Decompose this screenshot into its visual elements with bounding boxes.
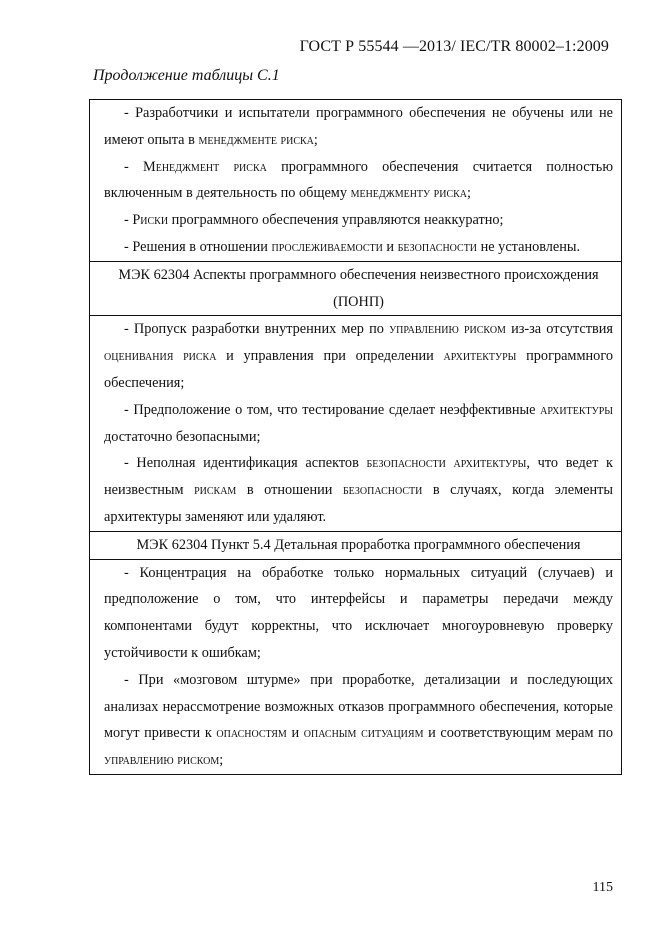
block3-item2: - При «мозговом штурме» при проработке, детализации и последующих анализах нерассмотрение возможных отказов программного обеспечения, которые могут привести к опасностям и опасным ситуациям и соответствующим мерам по управлению риском; xyxy=(104,671,613,769)
block2-item2: - Предположение о том, что тестирование сделает неэффективные архитектуры достаточно безопасными; xyxy=(104,401,613,445)
table-cell-block1 xyxy=(90,100,622,262)
block2-item1: - Пропуск разработки внутренних мер по управлению риском из-за отсутствия оценивания риска и управления при определении архитектуры программного обеспечения; xyxy=(104,321,613,391)
table-row xyxy=(90,316,622,531)
block2-item3: - Неполная идентификация аспектов безопасности архитектуры, что ведет к неизвестным рискам в отношении безопасности в случаях, когда элементы архитектуры заменяют или удаляют. xyxy=(104,455,613,525)
table-continuation-caption: Продолжение таблицы С.1 xyxy=(93,67,280,84)
block1-item4: - Решения в отношении прослеживаемости и безопасности не установлены. xyxy=(124,238,581,255)
block1-item2: - Менеджмент риска программного обеспечения считается полностью включенным в деятельность по общему менеджменту риска; xyxy=(104,158,614,202)
table-cell-block2 xyxy=(90,316,622,531)
block1-item3: - Риски программного обеспечения управляются неаккуратно; xyxy=(124,212,504,229)
page-number: 115 xyxy=(592,880,613,895)
table-cell-block3 xyxy=(90,559,622,774)
section-heading-ponp: МЭК 62304 Аспекты программного обеспечения неизвестного происхождения (ПОНП) xyxy=(90,261,622,316)
document-standard-header: ГОСТ Р 55544 —2013/ IEC/TR 80002–1:2009 xyxy=(299,38,609,55)
table-row xyxy=(90,559,622,774)
risk-table xyxy=(89,99,622,775)
block1-item1: - Разработчики и испытатели программного обеспечения не обучены или не имеют опыта в менеджменте риска; xyxy=(104,105,613,148)
table-row xyxy=(90,100,622,262)
block3-item1: - Концентрация на обработке только нормальных ситуаций (случаев) и предположение о том, что интерфейсы и параметры передачи между компонентами будут корректны, что исключает многоуровневую проверку устойчивости к ошибкам; xyxy=(104,564,613,661)
section-heading-5-4: МЭК 62304 Пункт 5.4 Детальная проработка программного обеспечения xyxy=(90,531,622,559)
table-row xyxy=(90,261,622,316)
table-row xyxy=(90,531,622,559)
